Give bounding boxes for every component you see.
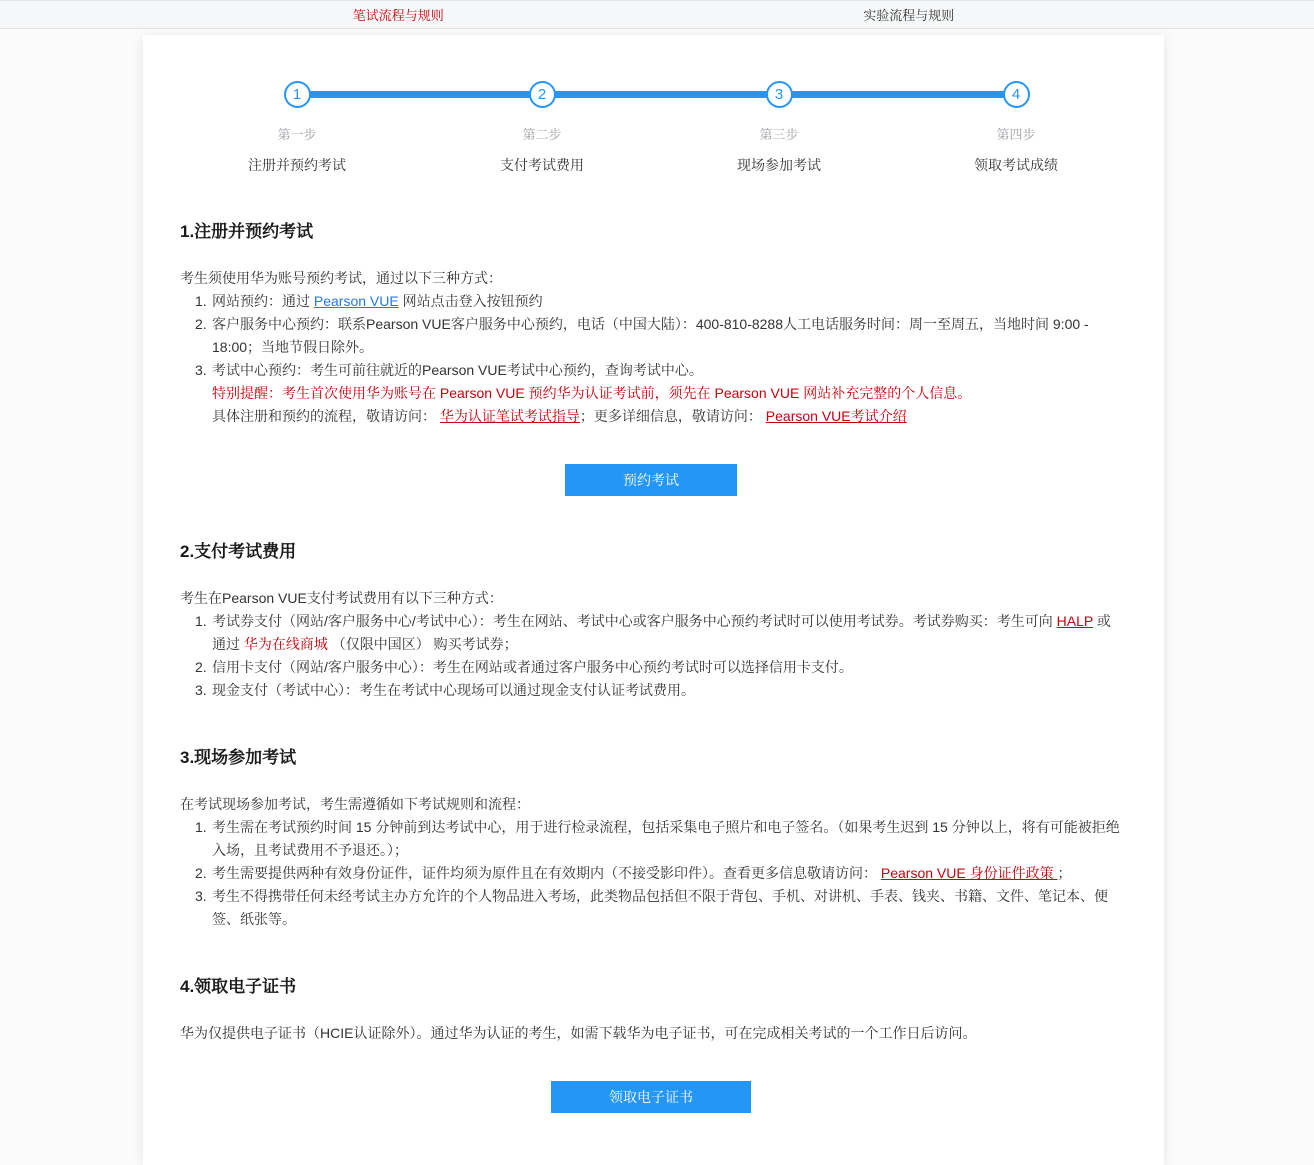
exam-process-stepper (143, 35, 1164, 220)
id-policy-link[interactable]: Pearson VUE 身份证件政策 (880, 865, 1058, 881)
body-text: 现金支付（考试中心）：考生在考试中心现场可以通过现金支付认证考试费用。 (212, 682, 695, 698)
note-line (212, 405, 1122, 428)
stepper-step-2 (442, 81, 642, 175)
top-tab-bar (0, 0, 1314, 29)
section-attend-exam (180, 746, 1122, 931)
section-pay-exam-fee (180, 540, 1122, 702)
stepper-step-4 (916, 81, 1116, 175)
step-1-circle: 1 (284, 81, 311, 108)
step-2-sublabel: 第二步 (522, 127, 562, 142)
section-list (180, 816, 1122, 931)
stepper-step-1 (197, 81, 397, 175)
section-intro: 在考试现场参加考试，考生需遵循如下考试规则和流程： (180, 796, 530, 812)
step-1-sublabel: 第一步 (277, 127, 317, 142)
list-item (195, 290, 1122, 313)
stepper-connector-line (297, 91, 1016, 98)
step-4-sublabel: 第四步 (996, 127, 1036, 142)
step-4-title: 领取考试成绩 (974, 157, 1058, 173)
section-heading: 2.支付考试费用 (180, 542, 297, 561)
step-2-title: 支付考试费用 (500, 157, 584, 173)
body-text: 信用卡支付（网站/客户服务中心）：考生在网站或者通过客户服务中心预约考试时可以选择信用卡支付。 (212, 659, 853, 675)
main-card (143, 35, 1164, 1165)
list-item (195, 313, 1122, 359)
section-heading: 4.领取电子证书 (180, 977, 297, 996)
section-intro: 考生在Pearson VUE支付考试费用有以下三种方式： (180, 590, 503, 606)
pearson-vue-link[interactable]: Pearson VUE (313, 293, 399, 309)
step-3-title: 现场参加考试 (737, 157, 821, 173)
body-text: ；更多详细信息，敬请访问： (579, 408, 766, 424)
page-content (143, 220, 1164, 1113)
warning-text: 特别提醒：考生首次使用华为账号在 Pearson VUE 预约华为认证考试前，须先在 Pearson VUE 网站补充完整的个人信息。 (212, 385, 972, 401)
step-4-circle: 4 (1003, 81, 1030, 108)
tab-written-exam-process[interactable]: 笔试流程与规则 (352, 8, 444, 23)
list-item (195, 359, 1122, 382)
written-exam-guide-link[interactable]: 华为认证笔试考试指导 (439, 408, 580, 424)
step-3-circle: 3 (766, 81, 793, 108)
body-text: （仅限中国区） 购买考试券； (327, 636, 518, 652)
list-item (195, 610, 1122, 656)
body-text: 考生需要提供两种有效身份证件，证件均须为原件且在有效期内（不接受影印件）。查看更多信息敬请访问： (212, 865, 881, 881)
body-text: 或通过 (212, 613, 1111, 652)
section-notes (212, 382, 1122, 428)
huawei-online-store-link[interactable]: 华为在线商城 (243, 636, 328, 652)
step-1-title: 注册并预约考试 (248, 157, 346, 173)
get-certificate-button[interactable]: 领取电子证书 (551, 1081, 751, 1113)
section-intro: 考生须使用华为账号预约考试，通过以下三种方式： (180, 270, 502, 286)
section-heading: 1.注册并预约考试 (180, 222, 314, 241)
book-exam-button[interactable]: 预约考试 (565, 464, 737, 496)
stepper-step-3 (679, 81, 879, 175)
body-text: 具体注册和预约的流程，敬请访问： (212, 408, 440, 424)
body-text: 网站预约：通过 (212, 293, 314, 309)
list-item (195, 885, 1122, 931)
section-heading: 3.现场参加考试 (180, 748, 297, 767)
section-list (180, 290, 1122, 382)
list-item (195, 862, 1122, 885)
body-text: ； (1057, 865, 1072, 881)
body-text: 考生需在考试预约时间 15 分钟前到达考试中心，用于进行检录流程，包括采集电子照片和电子签名。（如果考生迟到 15 分钟以上，将有可能被拒绝入场，且考试费用不予退还。）； (212, 819, 1120, 858)
body-text: 考试券支付（网站/客户服务中心/考试中心）：考生在网站、考试中心或客户服务中心预约考试时可以使用考试券。考试券购买：考生可向 (212, 613, 1057, 629)
section-get-certificate (180, 975, 1122, 1113)
section-list (180, 610, 1122, 702)
step-2-circle: 2 (529, 81, 556, 108)
body-text: 考试中心预约：考生可前往就近的Pearson VUE考试中心预约，查询考试中心。 (212, 362, 703, 378)
tab-lab-exam-process[interactable]: 实验流程与规则 (863, 8, 955, 23)
halp-link[interactable]: HALP (1056, 613, 1093, 629)
list-item (195, 679, 1122, 702)
body-text: 客户服务中心预约：联系Pearson VUE客户服务中心预约，电话（中国大陆）：400-810-8288人工电话服务时间：周一至周五，当地时间 9:00 - 18:00；当地节假日除外。 (212, 316, 1089, 355)
body-text: 网站点击登入按钮预约 (398, 293, 543, 309)
pearson-vue-intro-link[interactable]: Pearson VUE考试介绍 (765, 408, 907, 424)
section-intro: 华为仅提供电子证书（HCIE认证除外）。通过华为认证的考生，如需下载华为电子证书，可在完成相关考试的一个工作日后访问。 (180, 1025, 977, 1041)
body-text: 考生不得携带任何未经考试主办方允许的个人物品进入考场，此类物品包括但不限于背包、手机、对讲机、手表、钱夹、书籍、文件、笔记本、便签、纸张等。 (212, 888, 1108, 927)
note-line (212, 382, 1122, 405)
list-item (195, 656, 1122, 679)
step-3-sublabel: 第三步 (759, 127, 799, 142)
list-item (195, 816, 1122, 862)
section-register-book-exam (180, 220, 1122, 496)
